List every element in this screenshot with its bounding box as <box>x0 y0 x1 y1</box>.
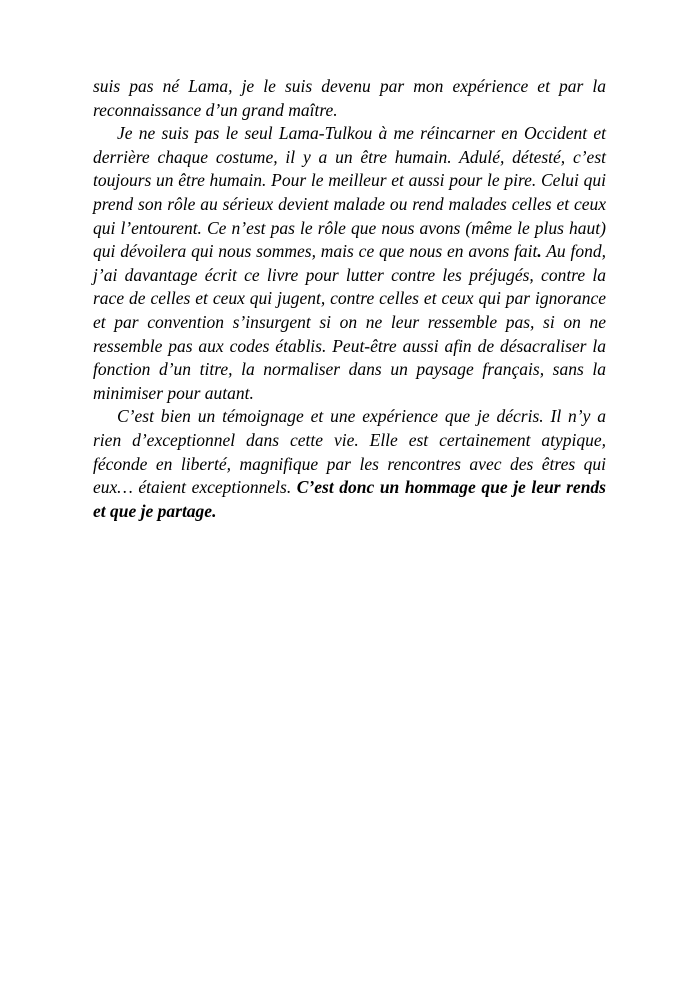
paragraph-2-bold-period: . <box>537 241 542 262</box>
paragraph-2-text-b: Au fond, j’ai davantage écrit ce livre pour lutter contre les préjugés, contre la race de celles et ceux qui jugent, contre celles et ceux qui par ignorance et par convention s’insurgent si on ne leur ressemble pas, si on ne ressemble pas aux codes établis. Peut-être aussi afin de désacraliser la fonction d’un titre, la normaliser dans un paysage français, sans la minimiser pour autant. <box>93 241 606 403</box>
paragraph-3-bold-text: C’est donc un hommage que je leur rends et que je partage. <box>93 477 606 521</box>
paragraph-2 <box>93 122 606 405</box>
paragraph-1 <box>93 75 606 122</box>
paragraph-3-text: C’est bien un témoignage et une expérience que je décris. Il n’y a rien d’exceptionnel dans cette vie. Elle est certainement atypique, féconde en liberté, magnifique par les rencontres avec des êtres qui eux… étaient exceptionnels. <box>93 406 606 498</box>
paragraph-1-text: suis pas né Lama, je le suis devenu par mon expérience et par la reconnaissance d’un grand maître. <box>93 76 606 120</box>
page-text-block <box>93 75 606 523</box>
paragraph-2-text-a: Je ne suis pas le seul Lama-Tulkou à me réincarner en Occident et derrière chaque costume, il y a un être humain. Adulé, détesté, c’est toujours un être humain. Pour le meilleur et aussi pour le pire. Celui qui prend son rôle au sérieux devient malade ou rend malades celles et ceux qui l’entourent. Ce n’est pas le rôle que nous avons (même le plus haut) qui dévoilera qui nous sommes, mais ce que nous en avons fait <box>93 123 606 262</box>
paragraph-3 <box>93 405 606 523</box>
